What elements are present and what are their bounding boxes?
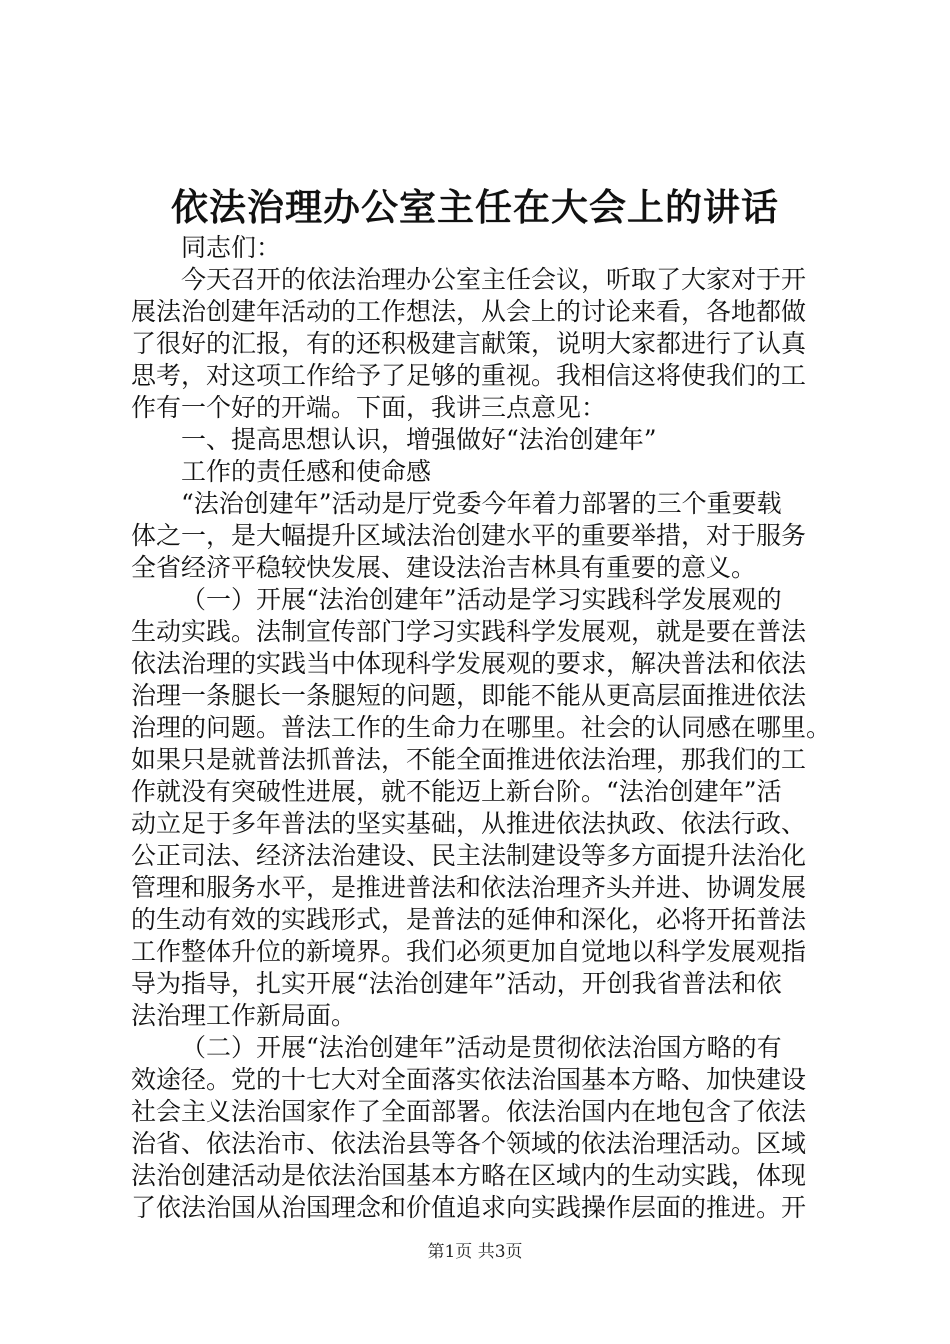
text-line: 效途径。党的十七大对全面落实依法治国基本方略、加快建设 (131, 1065, 807, 1094)
text-line: 社会主义法治国家作了全面部署。依法治国内在地包含了依法 (131, 1097, 807, 1126)
text-line: “法治创建年”活动是厅党委今年着力部署的三个重要载 (181, 489, 782, 518)
text-line: 作有一个好的开端。下面，我讲三点意见： (131, 393, 607, 422)
text-line: 治理的问题。普法工作的生命力在哪里。社会的认同感在哪里。 (131, 713, 832, 742)
text-line: 动立足于多年普法的坚实基础，从推进依法执政、依法行政、 (131, 809, 807, 838)
text-line: 公正司法、经济法治建设、民主法制建设等多方面提升法治化 (131, 841, 807, 870)
text-line: 工作整体升位的新境界。我们必须更加自觉地以科学发展观指 (131, 937, 807, 966)
text-line: 治理一条腿长一条腿短的问题，即能不能从更高层面推进依法 (131, 681, 807, 710)
document-body (131, 232, 831, 1224)
text-line: 如果只是就普法抓普法，不能全面推进依法治理，那我们的工 (131, 745, 807, 774)
text-line: （一）开展“法治创建年”活动是学习实践科学发展观的 (181, 585, 782, 614)
text-line: 同志们： (181, 233, 282, 262)
text-line: 依法治理的实践当中体现科学发展观的要求，解决普法和依法 (131, 649, 807, 678)
text-line: 思考，对这项工作给予了足够的重视。我相信这将使我们的工 (131, 361, 807, 390)
text-line: 法治理工作新局面。 (131, 1001, 357, 1030)
text-line: 体之一，是大幅提升区域法治创建水平的重要举措，对于服务 (131, 521, 807, 550)
text-line: 治省、依法治市、依法治县等各个领域的依法治理活动。区域 (131, 1129, 807, 1158)
text-line: 了很好的汇报，有的还积极建言献策，说明大家都进行了认真 (131, 329, 807, 358)
text-line: 全省经济平稳较快发展、建设法治吉林具有重要的意义。 (131, 553, 757, 582)
text-line: 生动实践。法制宣传部门学习实践科学发展观，就是要在普法 (131, 617, 807, 646)
text-line: 今天召开的依法治理办公室主任会议，听取了大家对于开 (181, 265, 807, 294)
document-title: 依法治理办公室主任在大会上的讲话 (171, 186, 779, 229)
page-footer: 第1页 共3页 (427, 1242, 523, 1262)
text-line: 导为指导，扎实开展“法治创建年”活动，开创我省普法和依 (131, 969, 782, 998)
text-line: 的生动有效的实践形式，是普法的延伸和深化，必将开拓普法 (131, 905, 807, 934)
text-line: 作就没有突破性进展，就不能迈上新台阶。“法治创建年”活 (131, 777, 782, 806)
text-line: 一、提高思想认识，增强做好“法治创建年” (181, 425, 657, 454)
text-line: 工作的责任感和使命感 (181, 457, 432, 486)
text-line: （二）开展“法治创建年”活动是贯彻依法治国方略的有 (181, 1033, 782, 1062)
text-line: 法治创建活动是依法治国基本方略在区域内的生动实践，体现 (131, 1161, 807, 1190)
text-line: 展法治创建年活动的工作想法，从会上的讨论来看，各地都做 (131, 297, 807, 326)
text-line: 管理和服务水平，是推进普法和依法治理齐头并进、协调发展 (131, 873, 807, 902)
text-line: 了依法治国从治国理念和价值追求向实践操作层面的推进。开 (131, 1193, 807, 1222)
